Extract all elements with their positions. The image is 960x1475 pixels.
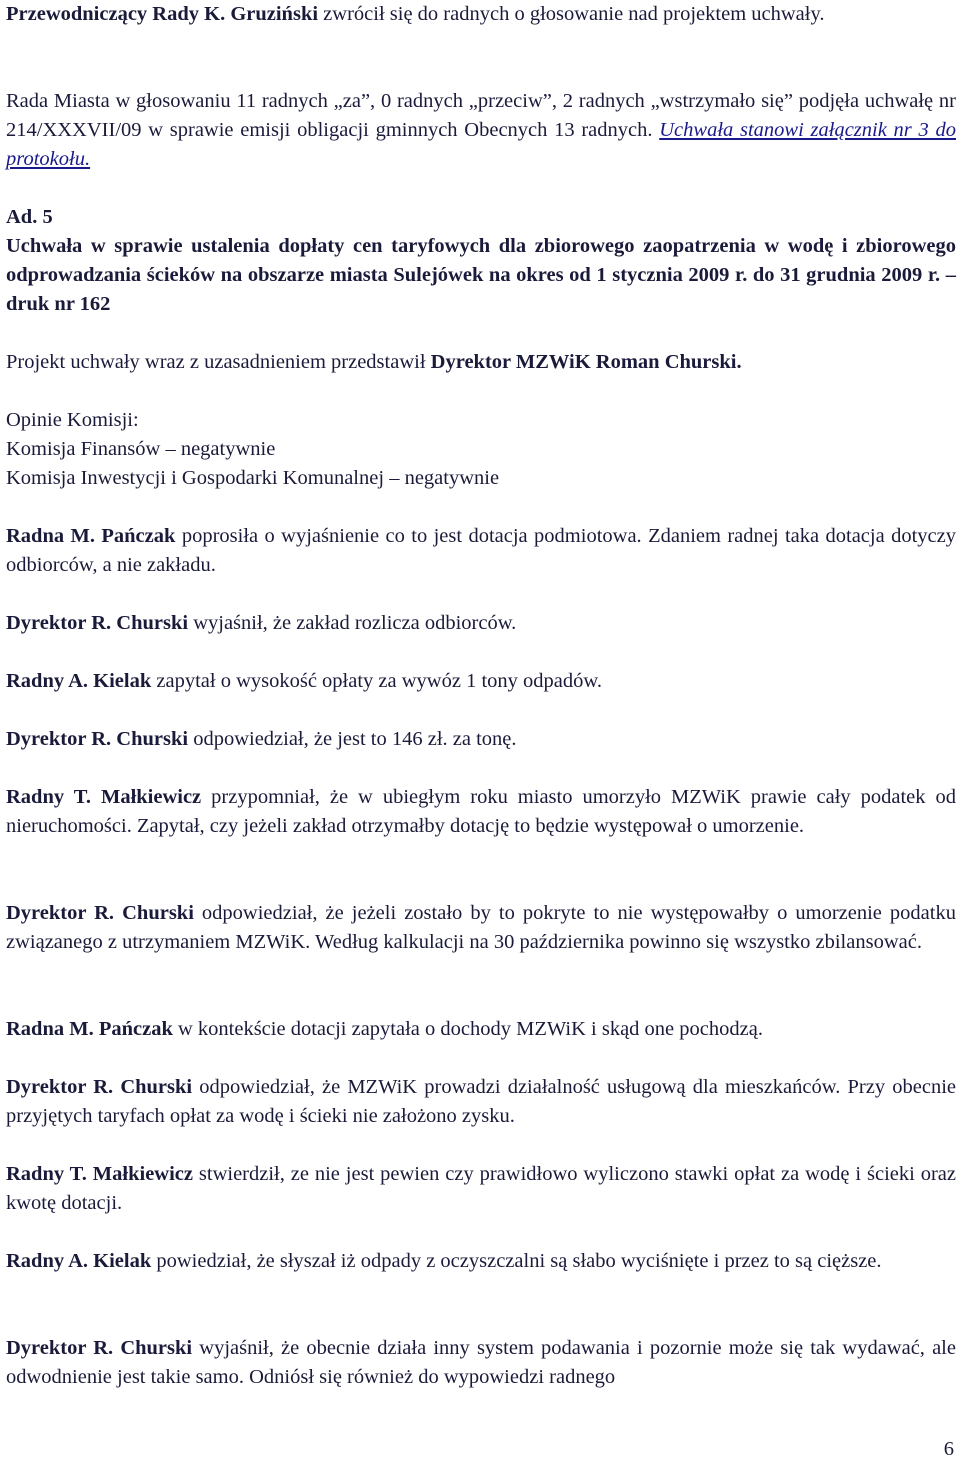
paragraph-statement [6,1160,956,1218]
agenda-item-title: Uchwała w sprawie ustalenia dopłaty cen taryfowych dla zbiorowego zaopatrzenia w wodę i zbiorowego odprowadzania ścieków na obszarze miasta Sulejówek na okres od 1 stycznia 2009 r. do 31 grudnia 2009 r. – druk nr 162 [6,235,956,315]
paragraph-statement [6,1015,956,1044]
paragraph-text: Rada Miasta w głosowaniu 11 radnych „za”, 0 radnych „przeciw”, 2 radnych „wstrzymało się” podjęła uchwałę nr 214/XXXVII/09 w sprawie emisji obligacji gminnych Obecnych 13 radnych. [6,90,956,141]
paragraph-statement [6,899,956,957]
paragraph-chairman-vote-call [6,0,956,29]
page-number: 6 [943,1438,954,1460]
speaker-name: Dyrektor MZWiK Roman Churski. [430,351,742,373]
paragraph-text: przypomniał, że w ubiegłym roku miasto umorzyło MZWiK prawie cały podatek od nieruchomości. Zapytał, czy jeżeli zakład otrzymałby dotację to będzie występował o umorzenie. [6,786,957,837]
committee-opinion-finance [6,435,956,464]
speaker-name: Radny A. Kielak [6,1250,152,1272]
paragraph-text: wyjaśnił, że obecnie działa inny system podawania i pozornie może się tak wydawać, ale odwodnienie jest takie samo. Odniósł się również do wypowiedzi radnego [6,1337,956,1388]
speaker-name: Przewodniczący Rady K. Gruziński [6,3,319,25]
paragraph-project-presentation [6,348,956,377]
paragraph-statement [6,522,956,580]
paragraph-statement [6,667,956,696]
committee-opinion-investment [6,464,956,493]
paragraph-text: stwierdził, ze nie jest pewien czy prawidłowo wyliczono stawki opłat za wodę i ścieki oraz kwotę dotacji. [6,1163,956,1214]
paragraph-vote-result [6,87,956,174]
speaker-name: Dyrektor R. Churski [6,902,194,924]
speaker-name: Radny T. Małkiewicz [6,1163,193,1185]
speaker-name: Radny A. Kielak [6,670,152,692]
paragraph-text: powiedział, że słyszał iż odpady z oczyszczalni są słabo wyciśnięte i przez to są cięższe. [151,1250,882,1272]
committee-verdict: – negatywnie [160,438,276,460]
speaker-name: Dyrektor R. Churski [6,1076,193,1098]
paragraph-text: odpowiedział, że jest to 146 zł. za tonę. [188,728,517,750]
paragraph-statement [6,609,956,638]
paragraph-text: zapytał o wysokość opłaty za wywóz 1 tony odpadów. [151,670,602,692]
attachment-link[interactable]: Uchwała stanowi załącznik nr 3 do protokołu. [6,119,956,170]
paragraph-text: odpowiedział, że jeżeli zostało by to pokryte to nie występowałby o umorzenie podatku związanego z utrzymaniem MZWiK. Według kalkulacji na 30 października powinno się wszystko zbilansować. [6,902,956,953]
speaker-name: Dyrektor R. Churski [6,612,189,634]
paragraph-text: zwrócił się do radnych o głosowanie nad projektem uchwały. [318,3,825,25]
paragraph-statement [6,1073,956,1131]
paragraph-statement [6,1334,956,1392]
committee-verdict: – negatywnie [384,467,500,489]
paragraph-text: poprosiła o wyjaśnienie co to jest dotacja podmiotowa. Zdaniem radnej taka dotacja dotyczy odbiorców, a nie zakładu. [6,525,956,576]
committee-name: Komisja Inwestycji i Gospodarki Komunalnej [6,467,385,489]
speaker-name: Dyrektor R. Churski [6,728,189,750]
paragraph-text: odpowiedział, że MZWiK prowadzi działalność usługową dla mieszkańców. Przy obecnie przyjętych taryfach opłat za wodę i ścieki nie założono zysku. [6,1076,956,1127]
speaker-name: Radny T. Małkiewicz [6,786,202,808]
paragraph-statement [6,783,956,841]
paragraph-text: wyjaśnił, że zakład rozlicza odbiorców. [188,612,517,634]
committee-name: Komisja Finansów [6,438,161,460]
paragraph-statement [6,725,956,754]
paragraph-text: Projekt uchwały wraz z uzasadnieniem przedstawił [6,351,431,373]
paragraph-statement [6,1247,956,1276]
agenda-item-heading: Ad. 5 [6,206,53,228]
paragraph-text: w kontekście dotacji zapytała o dochody MZWiK i skąd one pochodzą. [172,1018,763,1040]
speaker-name: Dyrektor R. Churski [6,1337,193,1359]
committee-opinions-heading: Opinie Komisji: [6,409,139,431]
speaker-name: Radna M. Pańczak [6,1018,173,1040]
speaker-name: Radna M. Pańczak [6,525,176,547]
